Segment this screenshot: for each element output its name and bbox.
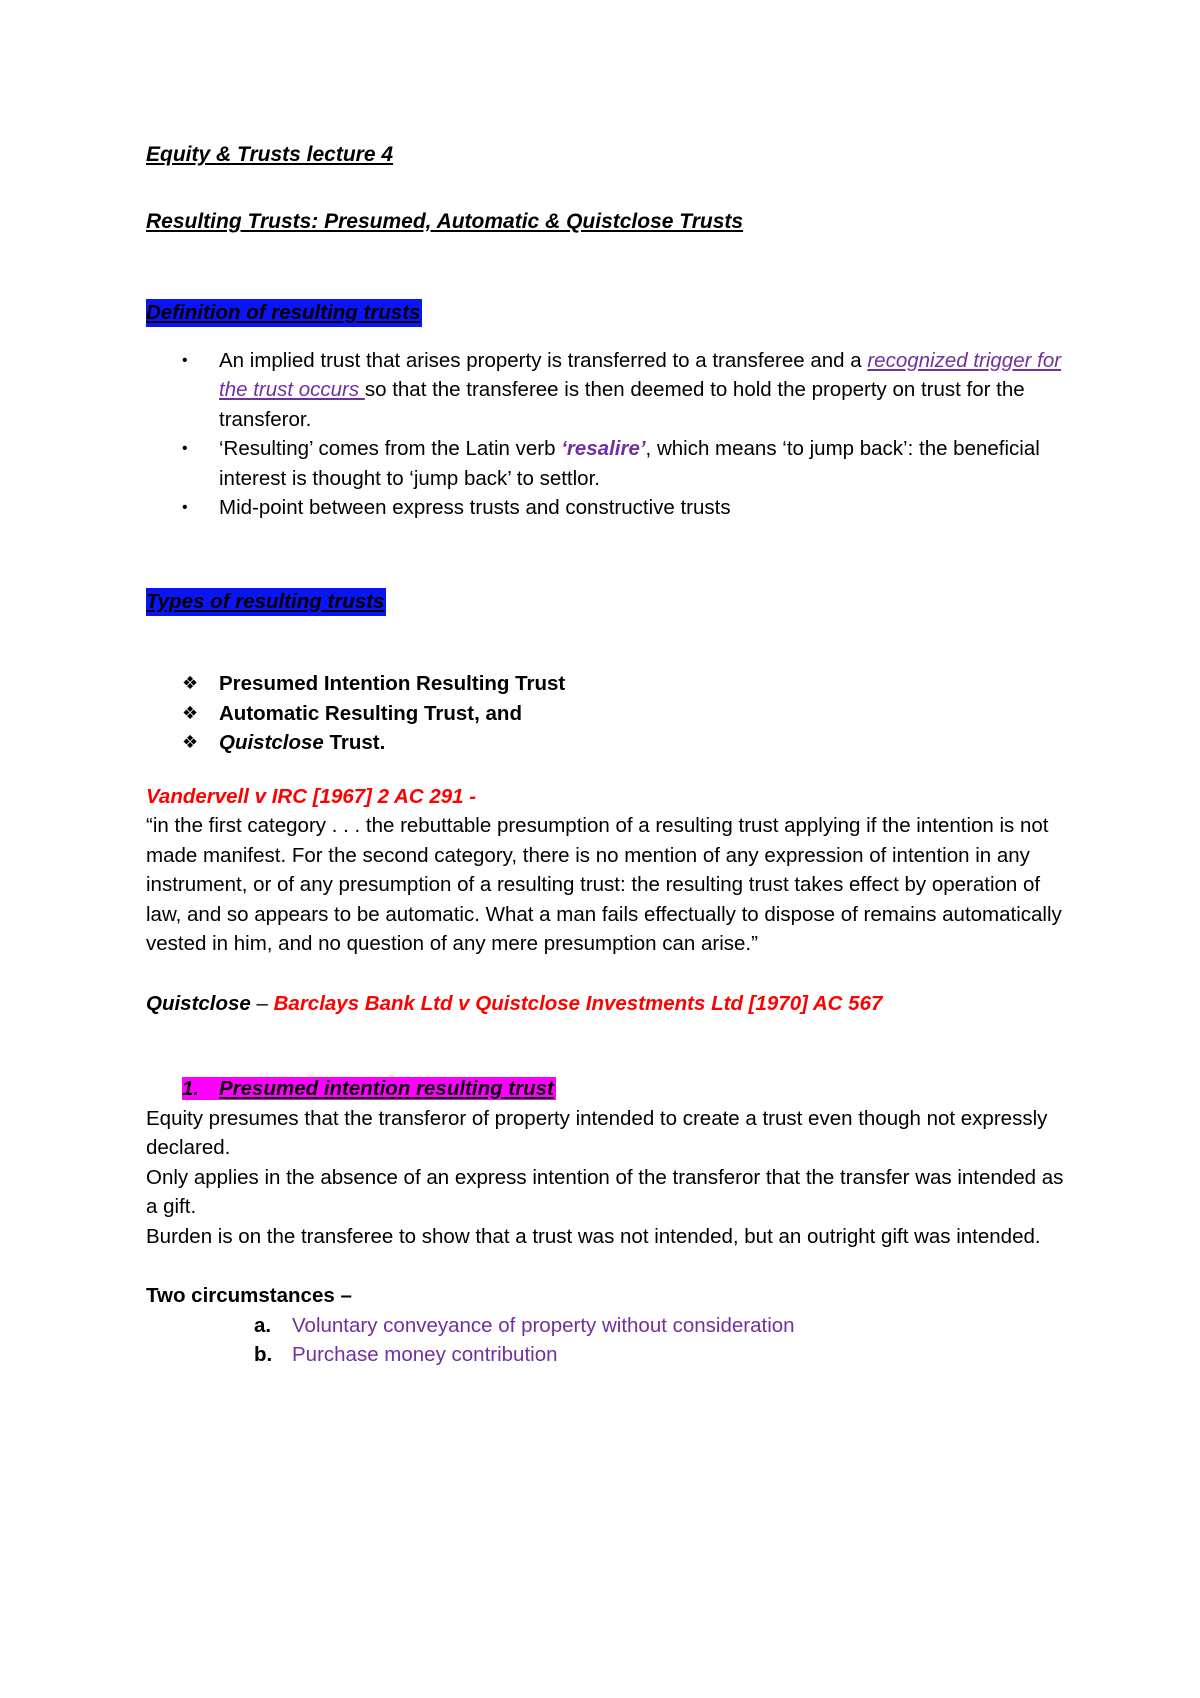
- section-heading-presumed: [146, 1074, 1066, 1104]
- presumed-paragraph-3: Burden is on the transferee to show that a trust was not intended, but an outright gift was intended.: [146, 1224, 1041, 1248]
- diamond-bullet-icon: ❖: [182, 732, 199, 752]
- list-item: [146, 346, 1066, 435]
- quistclose-line: [146, 989, 1066, 1019]
- list-item: [146, 699, 1066, 729]
- bullet1-post: so that the transferee is then deemed to hold the property on trust for the transferor.: [219, 378, 1025, 431]
- presumed-heading-highlight: [182, 1077, 556, 1100]
- circumstances-list: [146, 1311, 1066, 1370]
- trigger-link[interactable]: recognized trigger for the trust occurs: [219, 348, 1062, 401]
- type-item-3-rest: Trust.: [323, 731, 386, 754]
- presumed-paragraph-1: Equity presumes that the transferor of property intended to create a trust even though not expressly declared.: [146, 1106, 1048, 1159]
- list-item: [146, 1311, 1066, 1341]
- bullet2-pre: ‘Resulting’ comes from the Latin verb: [219, 437, 562, 460]
- section-heading-types: [146, 587, 1066, 617]
- vandervell-quote: “in the first category . . . the rebuttable presumption of a resulting trust applying if the intention is not made manifest. For the second category, there is no mention of any expression of intention in any instrument, or of any presumption of a resulting trust: the resulting trust takes effect by operation of law, and so appears to be automatic. What a man fails effectually to dispose of remains automatically vested in him, and no question of any mere presumption can arise.”: [146, 814, 1062, 955]
- presumed-heading-text: Presumed intention resulting trust: [219, 1077, 554, 1100]
- quistclose-dash: –: [250, 991, 274, 1015]
- diamond-bullet-icon: ❖: [182, 673, 199, 693]
- list-item: [146, 669, 1066, 699]
- quistclose-label: Quistclose: [146, 991, 251, 1015]
- bullet2-post: , which means ‘to jump back’: the beneficial interest is thought to ‘jump back’ to settlor.: [219, 437, 1040, 490]
- vandervell-case-citation: Vandervell v IRC [1967] 2 AC 291 -: [146, 784, 477, 808]
- circumstance-text: Voluntary conveyance of property without consideration: [292, 1313, 795, 1337]
- document-body: [146, 140, 1066, 1370]
- list-letter: b.: [254, 1343, 273, 1366]
- latin-term: ‘resalire’: [561, 437, 646, 460]
- bullet3-text: Mid-point between express trusts and constructive trusts: [219, 496, 731, 519]
- presumed-paragraph-2: Only applies in the absence of an express intention of the transferor that the transfer was intended as a gift.: [146, 1165, 1064, 1218]
- two-circumstances-label: Two circumstances –: [146, 1284, 352, 1307]
- section-number: 1.: [182, 1077, 200, 1100]
- section-heading-definition: [146, 298, 1066, 328]
- document-title: Equity & Trusts lecture 4: [146, 143, 394, 166]
- type-item-1: Presumed Intention Resulting Trust: [219, 672, 566, 695]
- bullet1-pre: An implied trust that arises property is transferred to a transferee and a: [219, 348, 868, 372]
- bullet-icon: •: [182, 499, 188, 516]
- list-item: [146, 493, 1066, 523]
- quistclose-case-citation: Barclays Bank Ltd v Quistclose Investments Ltd [1970] AC 567: [273, 991, 883, 1015]
- definition-heading-highlight: Definition of resulting trusts: [146, 299, 422, 327]
- bullet-icon: •: [182, 440, 188, 457]
- types-heading-highlight: Types of resulting trusts: [146, 588, 386, 616]
- list-item: [146, 434, 1066, 493]
- types-list: [146, 669, 1066, 758]
- diamond-bullet-icon: ❖: [182, 702, 199, 723]
- definition-bullet-list: [146, 346, 1066, 523]
- type-item-3-italic: Quistclose: [219, 731, 324, 754]
- bullet-icon: •: [182, 351, 188, 369]
- list-item: [146, 728, 1066, 758]
- document-subtitle: Resulting Trusts: Presumed, Automatic & Quistclose Trusts: [146, 209, 744, 233]
- circumstance-text: Purchase money contribution: [292, 1343, 558, 1366]
- type-item-2: Automatic Resulting Trust, and: [219, 701, 522, 725]
- list-item: [146, 1340, 1066, 1370]
- list-letter: a.: [254, 1313, 272, 1337]
